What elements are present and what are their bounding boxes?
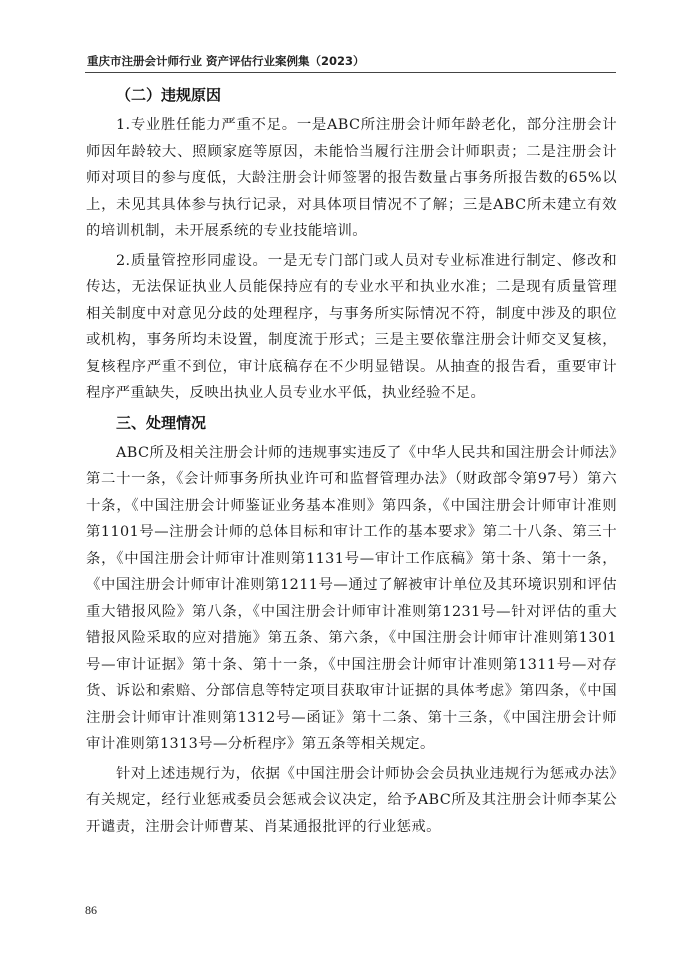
page-number: 86 (85, 903, 97, 917)
paragraph-regulations-violated: ABC所及相关注册会计师的违规事实违反了《中华人民共和国注册会计师法》第二十一条，《会计师事务所执业许可和监督管理办法》（财政部令第97号）第六十条，《中国注册会计师鉴证业务基本准则》第四条，《中国注册会计师审计准则第1101号—注册会计师的总体目标和审计工作的基本要求》第二十八条、第三十条，《中国注册会计师审计准则第1131号—审计工作底稿》第十条、第十一条，《中国注册会计师审计准则第1211号—通过了解被审计单位及其环境识别和评估重大错报风险》第八条，《中国注册会计师审计准则第1231号—针对评估的重大错报风险采取的应对措施》第五条、第六条，《中国注册会计师审计准则第1301号—审计证据》第十条、第十一条，《中国注册会计师审计准则第1311号—对存货、诉讼和索赔、分部信息等特定项目获取审计证据的具体考虑》第四条，《中国注册会计师审计准则第1312号—函证》第十二条、第十三条，《中国注册会计师审计准则第1313号—分析程序》第五条等相关规定。 (86, 444, 617, 752)
section-heading-handling: 三、处理情况 (116, 413, 207, 432)
paragraph-quality-control: 2.质量管控形同虚设。一是无专门部门或人员对专业标准进行制定、修改和传达，无法保证执业人员能保持应有的专业水平和执业水准；二是现有质量管理相关制度中对意见分歧的处理程序，与事务所实际情况不符，制度中涉及的职位或机构，事务所均未设置，制度流于形式；三是主要依靠注册会计师交叉复核，复核程序严重不到位，审计底稿存在不少明显错误。从抽查的报告看，重要审计程序严重缺失，反映出执业人员专业水平低，执业经验不足。 (86, 252, 617, 401)
paragraph-disciplinary-decision: 针对上述违规行为，依据《中国注册会计师协会会员执业违规行为惩戒办法》有关规定，经行业惩戒委员会惩戒会议决定，给予ABC所及其注册会计师李某公开谴责，注册会计师曹某、肖某通报批评的行业惩戒。 (86, 765, 617, 835)
header-rule (85, 72, 616, 73)
section-heading-violation-reasons: （二）违规原因 (116, 86, 222, 104)
page-body (86, 79, 617, 840)
running-header: 重庆市注册会计师行业 资产评估行业案例集（2023） (87, 54, 365, 68)
paragraph-competence: 1.专业胜任能力严重不足。一是ABC所注册会计师年龄老化，部分注册会计师因年龄较大、照顾家庭等原因，未能恰当履行注册会计师职责；二是注册会计师对项目的参与度低，大龄注册会计师签署的报告数量占事务所报告数的65%以上，未见其具体参与执行记录，对具体项目情况不了解；三是ABC所未建立有效的培训机制，未开展系统的专业技能培训。 (86, 117, 617, 239)
